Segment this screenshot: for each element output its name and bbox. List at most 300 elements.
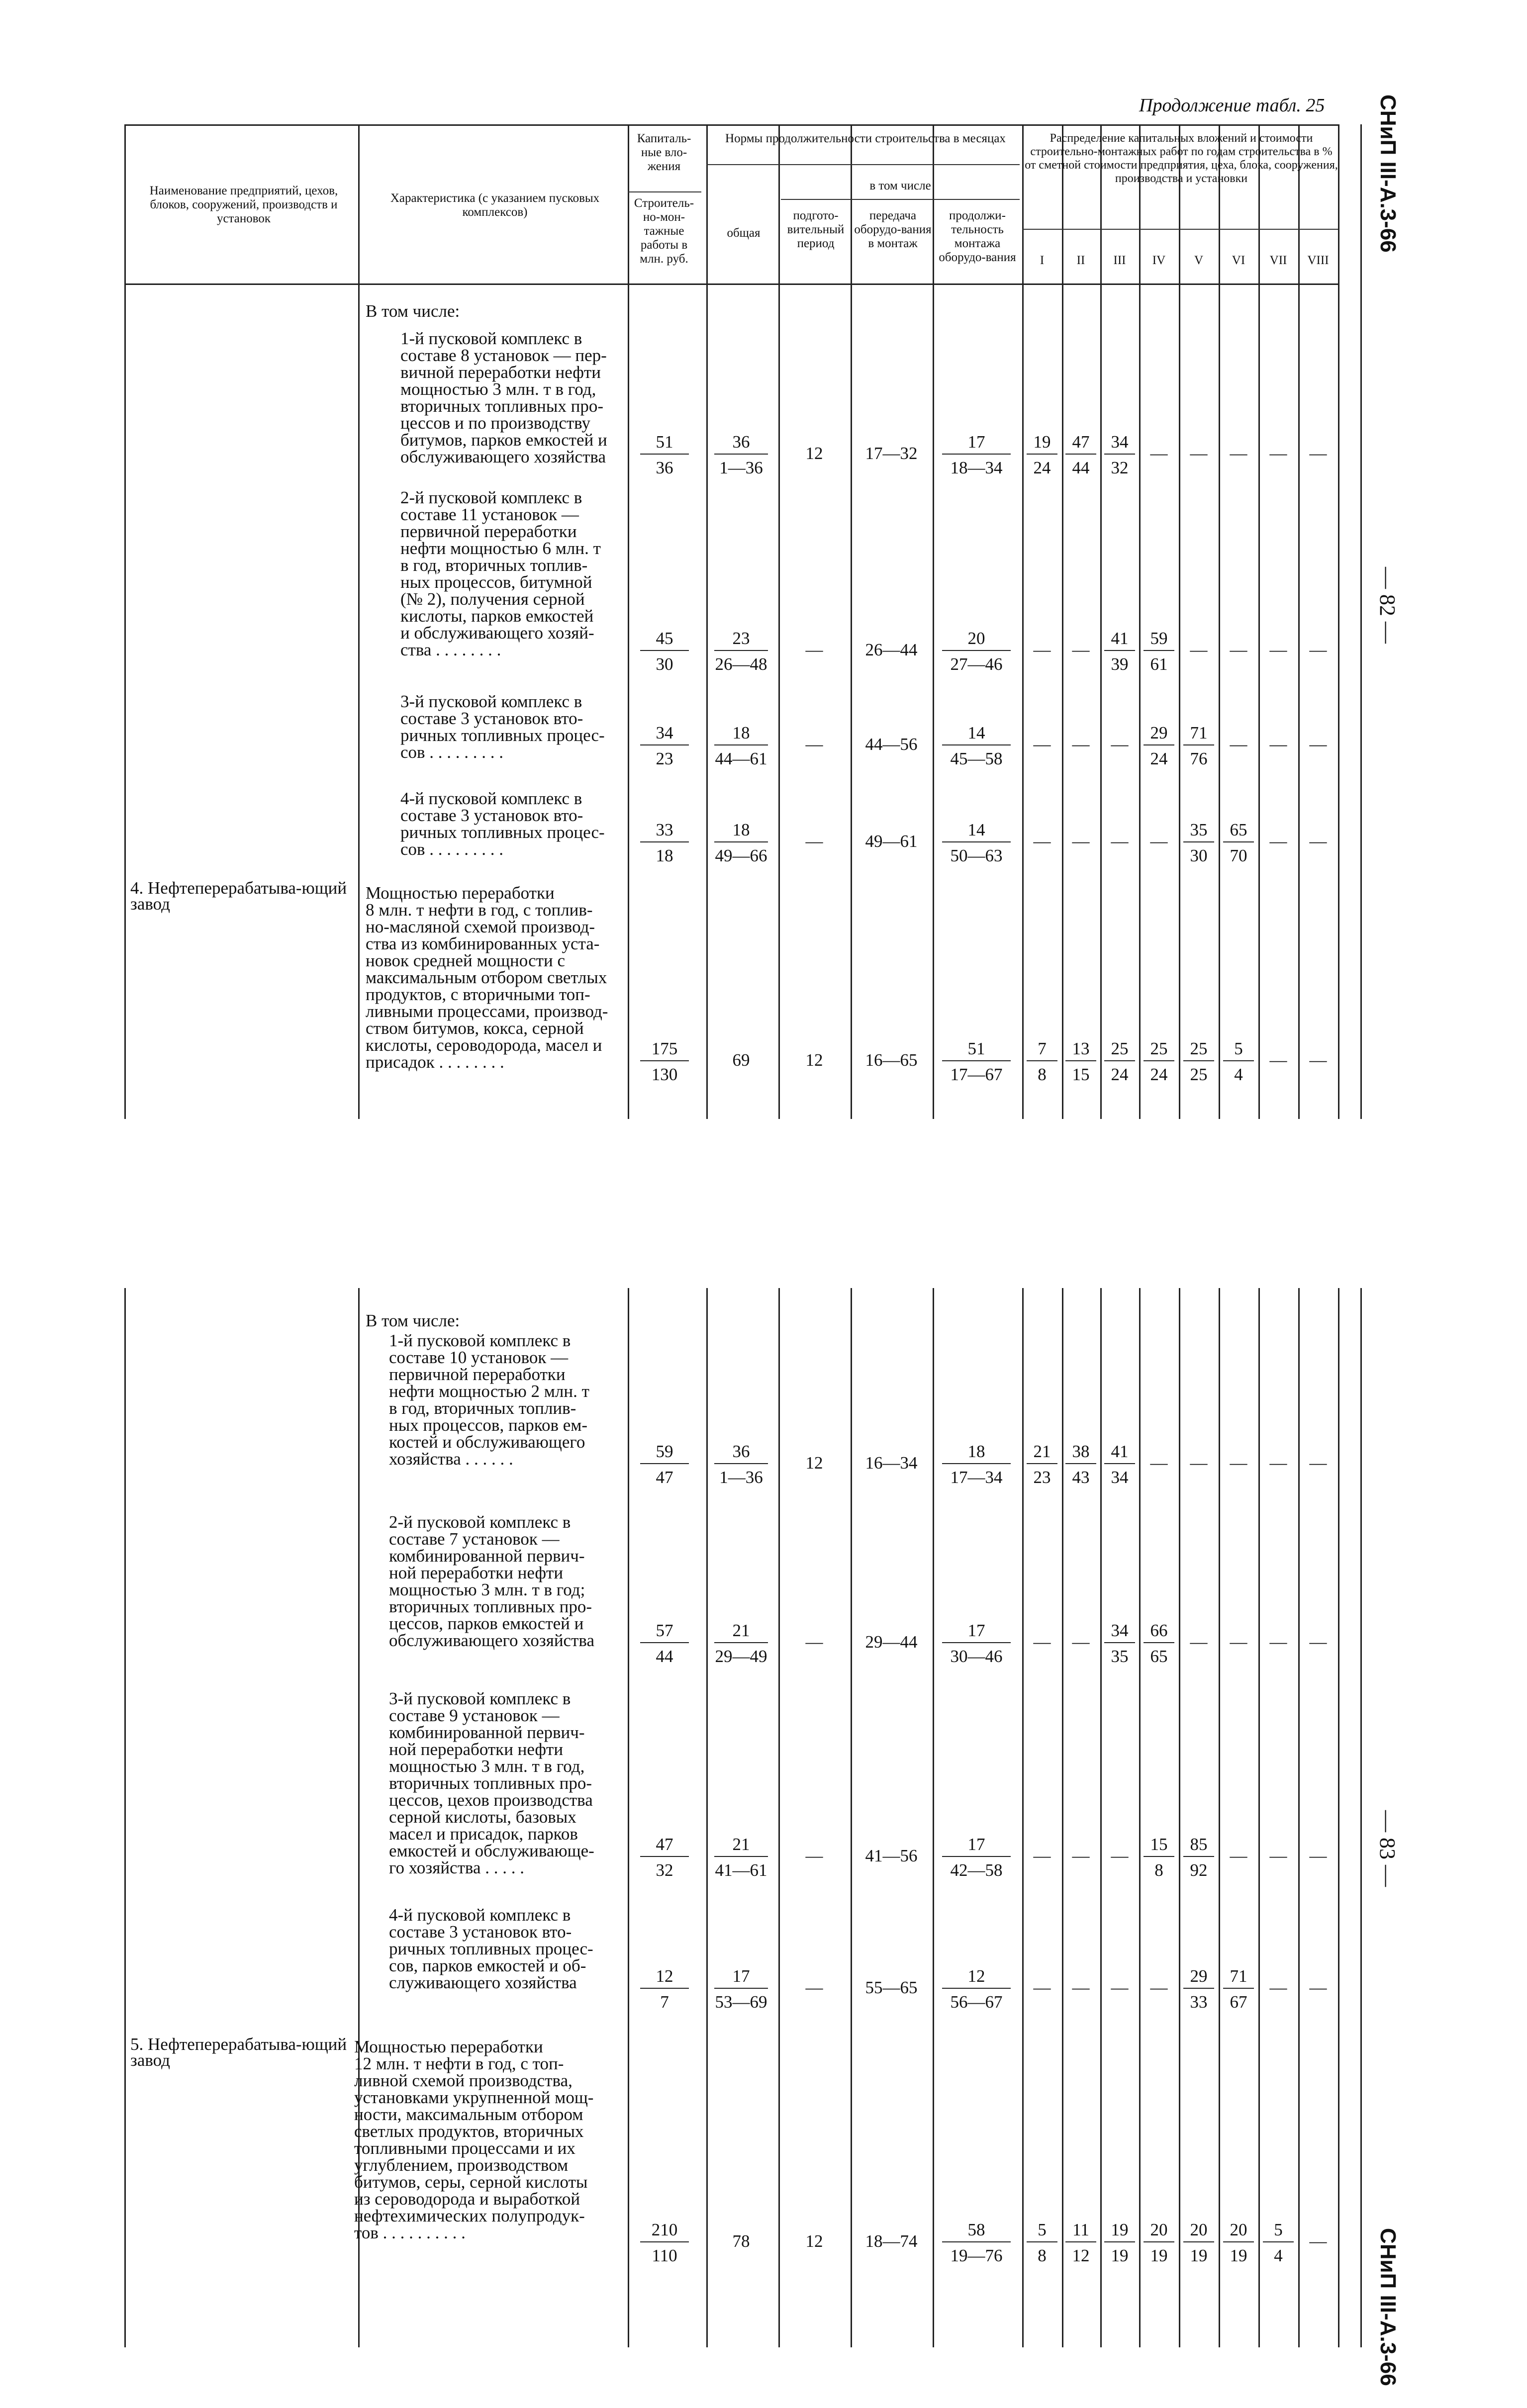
- table2-row-3-desc-line-4: ной переработки нефти: [389, 1740, 564, 1759]
- table1-row-1-year-1-fraction-bar: [1027, 454, 1057, 455]
- table1-row-2-year-7: —: [1269, 640, 1287, 659]
- table2-row-2-year-5: —: [1190, 1632, 1208, 1652]
- table2-row-3-general-fraction-bar: [714, 1856, 768, 1857]
- table2-row-5-year-4-numerator: 20: [1150, 2220, 1168, 2239]
- table2-row-4-transfer: 55—65: [865, 1978, 918, 1997]
- table2-row-4-duration-numerator: 12: [967, 1966, 985, 1986]
- table2-row-4-year-6-numerator: 71: [1230, 1966, 1247, 1986]
- table1-col-rule-9: [1062, 124, 1063, 1119]
- table2-row-5-year-3-fraction-bar: [1104, 2241, 1135, 2242]
- table1-row-4-general-fraction-bar: [714, 841, 768, 842]
- table1-row-3-year-1: —: [1033, 735, 1051, 754]
- header-norms-divider: [706, 164, 1020, 165]
- table2-row-5-year-1-denominator: 8: [1038, 2246, 1047, 2265]
- table2-row-1-year-1-denominator: 23: [1033, 1468, 1051, 1487]
- table1-row-5-year-4-numerator: 25: [1150, 1039, 1168, 1058]
- table2-row-3-desc-line-9: масел и присадок, парков: [389, 1824, 578, 1844]
- table1-col-rule-16: [1338, 124, 1339, 1119]
- table2-row-2-general-denominator: 29—49: [715, 1647, 767, 1666]
- table2-row-5-desc-line-5: ности, максимальным отбором: [354, 2105, 583, 2124]
- table2-row-1-year-2: [1062, 1442, 1099, 1487]
- table2-row-2-year-3-fraction-bar: [1104, 1642, 1135, 1643]
- table2-row-3-desc-line-5: мощностью 3 млн. т в год,: [389, 1757, 585, 1776]
- table1-row-3-year-4-fraction-bar: [1144, 744, 1174, 745]
- header-year-3: III: [1113, 254, 1126, 267]
- table2-row-1-desc-line-1: 1-й пусковой комплекс в: [389, 1331, 571, 1350]
- table2-row-3-year-6: —: [1230, 1846, 1247, 1865]
- table2-col-rule-4: [706, 1288, 708, 2347]
- table2-row-5-capital-denominator: 110: [652, 2246, 677, 2265]
- table1-row-3-duration-numerator: 14: [967, 723, 985, 742]
- table2-row-5-year-4: [1141, 2221, 1177, 2265]
- table2-row-5-year-5-numerator: 20: [1190, 2220, 1208, 2239]
- table2-row-3-duration-denominator: 42—58: [950, 1860, 1003, 1880]
- table1-row-3-year-7: —: [1269, 735, 1287, 754]
- table1-row-2-year-5: —: [1190, 640, 1208, 659]
- table1-row-4-year-5: [1180, 821, 1217, 865]
- table2-row-1-transfer: 16—34: [865, 1453, 918, 1473]
- table1-row-5-enterprise-name: 4. Нефтеперерабатыва-ющий завод: [130, 878, 347, 914]
- table2-row-1-general-fraction-bar: [714, 1463, 768, 1464]
- table2-row-5-desc-line-1: Мощностью переработки: [354, 2037, 543, 2056]
- table1-row-2-year-1: —: [1033, 640, 1051, 659]
- table2-row-2-year-3-denominator: 35: [1111, 1647, 1129, 1666]
- table1-row-2-year-3: [1101, 629, 1138, 674]
- table1-row-3-year-5-denominator: 76: [1190, 749, 1208, 768]
- table2-row-5-year-3-numerator: 19: [1111, 2220, 1129, 2239]
- table2-row-4-general-denominator: 53—69: [715, 1992, 767, 2012]
- table1-row-5-year-1-numerator: 7: [1038, 1039, 1047, 1058]
- header-year-1: I: [1040, 254, 1045, 267]
- table1-row-4-desc-line-3: ричных топливных процес-: [400, 823, 605, 842]
- header-year-2: II: [1076, 254, 1085, 267]
- table2-row-5-year-3: [1101, 2221, 1138, 2265]
- table2-row-3-year-5-numerator: 85: [1190, 1835, 1208, 1854]
- table1-row-5-capital-numerator: 175: [651, 1039, 678, 1058]
- table1-col-rule-4: [706, 124, 708, 1119]
- table1-row-4-capital-denominator: 18: [656, 846, 673, 865]
- table1-row-2-year-4-denominator: 61: [1150, 654, 1168, 674]
- table2-row-5-year-2-fraction-bar: [1065, 2241, 1096, 2242]
- side-rule-top: [1360, 124, 1362, 1119]
- table1-row-5-year-6-denominator: 4: [1234, 1065, 1243, 1084]
- table2-row-1-desc-line-4: нефти мощностью 2 млн. т: [389, 1382, 589, 1401]
- table1-row-5-duration-numerator: 51: [967, 1039, 985, 1058]
- table1-row-4-year-5-denominator: 30: [1190, 846, 1208, 865]
- table2-row-4-year-7: —: [1269, 1978, 1287, 1997]
- table1-incl-label: В том числе:: [366, 301, 460, 321]
- table2-row-1-duration: [939, 1442, 1014, 1487]
- table2-row-4-desc-line-1: 4-й пусковой комплекс в: [389, 1905, 571, 1925]
- table2-row-4-capital: [637, 1967, 692, 2012]
- table2-row-4-duration-denominator: 56—67: [950, 1992, 1003, 2012]
- table2-row-2-capital-fraction-bar: [640, 1642, 689, 1643]
- table2-row-2-year-4: [1141, 1621, 1177, 1666]
- table1-row-5-year-4-fraction-bar: [1144, 1060, 1174, 1061]
- table2-row-2-transfer: 29—44: [865, 1632, 918, 1652]
- table2-col-rule-7: [933, 1288, 934, 2347]
- table1-row-1-desc-line-1: 1-й пусковой комплекс в: [400, 329, 582, 348]
- table1-col-rule-11: [1139, 124, 1141, 1119]
- table2-row-5-year-6-fraction-bar: [1223, 2241, 1254, 2242]
- table1-row-4-general-denominator: 49—66: [715, 846, 767, 865]
- table2-row-3-prep: —: [805, 1846, 823, 1865]
- table2-row-5-year-4-fraction-bar: [1144, 2241, 1174, 2242]
- table2-row-1-duration-numerator: 18: [967, 1442, 985, 1461]
- table1-row-3-capital: [637, 724, 692, 768]
- table1-row-5-desc-line-2: 8 млн. т нефти в год, с топлив-: [366, 900, 593, 920]
- header-year-8: VIII: [1307, 254, 1329, 267]
- side-page-83: — 83 —: [1375, 1810, 1400, 1887]
- table1-row-5-year-6: [1220, 1039, 1257, 1084]
- table2-row-5-year-5-denominator: 19: [1190, 2246, 1208, 2265]
- table1-row-1-year-2-numerator: 47: [1072, 432, 1090, 452]
- table1-row-1-general-denominator: 1—36: [719, 458, 763, 477]
- table1-row-3-year-5: [1180, 724, 1217, 768]
- header-incl-divider: [781, 199, 1020, 200]
- table1-row-5-desc-line-6: максимальным отбором светлых: [366, 968, 607, 987]
- table2-row-5-duration: [939, 2221, 1014, 2265]
- table1-row-2-year-3-denominator: 39: [1111, 654, 1129, 674]
- table2-row-3-year-3: —: [1111, 1846, 1129, 1865]
- table2-row-4-year-6: [1220, 1967, 1257, 2012]
- table2-row-5-year-1: [1024, 2221, 1060, 2265]
- table1-row-4-general-numerator: 18: [732, 820, 750, 839]
- table1-row-5-desc-line-7: продуктов, с вторичными топ-: [366, 985, 590, 1004]
- table1-row-1-desc-line-7: битумов, парков емкостей и: [400, 430, 607, 450]
- table1-row-2-desc-line-6: ных процессов, битумной: [400, 572, 592, 592]
- table2-row-2-year-2: —: [1072, 1632, 1090, 1652]
- table1-row-2-prep: —: [805, 640, 823, 659]
- table1-row-1-duration-denominator: 18—34: [950, 458, 1003, 477]
- table2-row-4-prep: —: [805, 1978, 823, 1997]
- table2-row-1-desc-line-7: костей и обслуживающего: [389, 1432, 585, 1452]
- table2-row-3-year-4: [1141, 1835, 1177, 1880]
- table1-row-1-year-5: —: [1190, 444, 1208, 463]
- table2-col-rule-14: [1258, 1288, 1260, 2347]
- table2-row-1-desc-line-2: составе 10 установок —: [389, 1348, 569, 1367]
- table1-row-5-year-1-fraction-bar: [1027, 1060, 1057, 1061]
- table2-row-5-duration-fraction-bar: [942, 2241, 1011, 2242]
- header-year-7: VII: [1269, 254, 1287, 267]
- table2-row-1-year-4: —: [1150, 1453, 1168, 1473]
- table1-row-3-desc-line-2: составе 3 установок вто-: [400, 709, 583, 728]
- table2-row-4-year-5-numerator: 29: [1190, 1966, 1208, 1986]
- table2-row-3-year-5-fraction-bar: [1183, 1856, 1214, 1857]
- table2-row-1-general-numerator: 36: [732, 1442, 750, 1461]
- table2-row-2-desc-line-4: ной переработки нефти: [389, 1563, 564, 1582]
- table2-row-1-capital-fraction-bar: [640, 1463, 689, 1464]
- table2-row-3-desc-line-6: вторичных топливных про-: [389, 1773, 592, 1793]
- table1-row-2-year-4-fraction-bar: [1144, 650, 1174, 651]
- header-distribution-divider: [1022, 229, 1338, 230]
- table2-row-3-duration-numerator: 17: [967, 1835, 985, 1854]
- table1-row-4-duration-denominator: 50—63: [950, 846, 1003, 865]
- table1-row-3-general-numerator: 18: [732, 723, 750, 742]
- table1-row-3-general: [711, 724, 771, 768]
- table1-row-3-year-5-fraction-bar: [1183, 744, 1214, 745]
- table1-row-5-year-6-numerator: 5: [1234, 1039, 1243, 1058]
- header-duration: продолжи-тельность монтажа оборудо-вания: [939, 209, 1016, 264]
- table2-row-1-year-2-fraction-bar: [1065, 1463, 1096, 1464]
- table1-row-5-capital: [637, 1039, 692, 1084]
- table1-row-5-year-4: [1141, 1039, 1177, 1084]
- table2-row-2-capital: [637, 1621, 692, 1666]
- table1-row-2-year-8: —: [1309, 640, 1327, 659]
- table2-row-2-capital-denominator: 44: [656, 1647, 673, 1666]
- table2-row-3-duration-fraction-bar: [942, 1856, 1011, 1857]
- table1-row-4-duration-fraction-bar: [942, 841, 1011, 842]
- table2-row-5-desc-line-12: тов . . . . . . . . . .: [354, 2223, 466, 2242]
- table2-row-4-duration-fraction-bar: [942, 1988, 1011, 1989]
- table2-row-3-year-4-numerator: 15: [1150, 1835, 1168, 1854]
- table2-row-5-transfer: 18—74: [865, 2231, 918, 2251]
- table2-row-5-duration-denominator: 19—76: [950, 2246, 1003, 2265]
- table1-row-2-general: [711, 629, 771, 674]
- table1-row-2-year-4-numerator: 59: [1150, 629, 1168, 648]
- table1-row-5-desc-line-1: Мощностью переработки: [366, 883, 555, 903]
- header-cap-top: Капиталь-ные вло-жения: [637, 132, 691, 173]
- table2-row-5-prep: 12: [805, 2231, 823, 2251]
- table1-row-4-capital: [637, 821, 692, 865]
- table2-row-3-general-numerator: 21: [732, 1835, 750, 1854]
- table2-row-4-year-6-denominator: 67: [1230, 1992, 1247, 2012]
- table1-row-1-desc-line-8: обслуживающего хозяйства: [400, 447, 606, 466]
- table1-row-1-year-1-numerator: 19: [1033, 432, 1051, 452]
- table1-row-2-year-2: —: [1072, 640, 1090, 659]
- table2-row-1-year-3-numerator: 41: [1111, 1442, 1129, 1461]
- table1-col-rule-8: [1022, 124, 1024, 1119]
- table1-row-3-desc-line-1: 3-й пусковой комплекс в: [400, 692, 582, 711]
- table1-row-5-desc-line-10: кислоты, сероводорода, масел и: [366, 1035, 602, 1055]
- table2-row-5-year-8: —: [1309, 2231, 1327, 2251]
- table2-row-2-year-4-numerator: 66: [1150, 1621, 1168, 1640]
- table1-col-rule-6: [851, 124, 852, 1119]
- table1-row-5-prep: 12: [805, 1050, 823, 1070]
- table1-row-1-duration-fraction-bar: [942, 454, 1011, 455]
- table2-row-1-year-1-numerator: 21: [1033, 1442, 1051, 1461]
- table2-row-5-year-5-fraction-bar: [1183, 2241, 1214, 2242]
- table1-row-2-duration-numerator: 20: [967, 629, 985, 648]
- table2-row-2-desc-line-2: составе 7 установок —: [389, 1529, 560, 1549]
- table1-col-rule-5: [778, 124, 780, 1119]
- header-distribution: Распределение капитальных вложений и стоимости строительно-монтажных работ по годам строительства в % от сметной стоимости предприятия, цеха, блока, сооружения, производства и установки: [1025, 132, 1338, 185]
- table1-row-1-capital-fraction-bar: [640, 454, 689, 455]
- table1-row-3-transfer: 44—56: [865, 735, 918, 754]
- table1-row-3-duration-fraction-bar: [942, 744, 1011, 745]
- table2-row-5-year-2: [1062, 2221, 1099, 2265]
- table1-row-5-year-5-fraction-bar: [1183, 1060, 1214, 1061]
- table2-row-1-year-8: —: [1309, 1453, 1327, 1473]
- table2-row-5-desc-line-10: из сероводорода и выработкой: [354, 2189, 580, 2209]
- table1-row-3-general-fraction-bar: [714, 744, 768, 745]
- table2-col-rule-2: [628, 1288, 629, 2347]
- table1-row-2-desc-line-9: и обслуживающего хозяй-: [400, 623, 594, 643]
- header-incl: в том числе: [869, 179, 931, 192]
- table1-row-5-duration-denominator: 17—67: [950, 1065, 1003, 1084]
- table2-row-2-year-4-denominator: 65: [1150, 1647, 1168, 1666]
- table2-row-5-desc-line-3: ливной схемой производства,: [354, 2071, 573, 2090]
- table2-row-1-capital-numerator: 59: [656, 1442, 673, 1461]
- table2-row-3-general-denominator: 41—61: [715, 1860, 767, 1880]
- header-year-5: V: [1194, 254, 1204, 267]
- table1-row-2-year-6: —: [1230, 640, 1247, 659]
- table2-row-3-year-8: —: [1309, 1846, 1327, 1865]
- table1-row-4-duration: [939, 821, 1014, 865]
- table2-row-3-desc-line-1: 3-й пусковой комплекс в: [389, 1689, 571, 1708]
- table2-row-1-year-7: —: [1269, 1453, 1287, 1473]
- table1-row-5-year-2-denominator: 15: [1072, 1065, 1090, 1084]
- table2-row-3-desc-line-2: составе 9 установок —: [389, 1706, 560, 1725]
- header-norms: Нормы продолжительности строительства в месяцах: [725, 132, 1006, 145]
- table1-row-1-year-4: —: [1150, 444, 1168, 463]
- table2-row-3-general: [711, 1835, 771, 1880]
- table2-row-2-duration-numerator: 17: [967, 1621, 985, 1640]
- table1-row-4-year-5-fraction-bar: [1183, 841, 1214, 842]
- table1-row-1-capital-numerator: 51: [656, 432, 673, 452]
- header-char-col: Характеристика (с указанием пусковых комплексов): [390, 191, 600, 219]
- table2-row-4-year-1: —: [1033, 1978, 1051, 1997]
- table1-row-3-year-8: —: [1309, 735, 1327, 754]
- header-transfer: передача оборудо-вания в монтаж: [854, 209, 932, 250]
- table2-row-3-capital-numerator: 47: [656, 1835, 673, 1854]
- table1-row-5-year-2-numerator: 13: [1072, 1039, 1090, 1058]
- side-page-82: — 82 —: [1375, 567, 1400, 644]
- table2-row-2-year-1: —: [1033, 1632, 1051, 1652]
- table1-row-5-year-2-fraction-bar: [1065, 1060, 1096, 1061]
- table2-row-2-general: [711, 1621, 771, 1666]
- table1-col-rule-15: [1298, 124, 1300, 1119]
- table1-row-1-year-8: —: [1309, 444, 1327, 463]
- table1-row-5-year-1-denominator: 8: [1038, 1065, 1047, 1084]
- table1-row-5-general: 69: [732, 1050, 750, 1070]
- table1-row-5-year-3: [1101, 1039, 1138, 1084]
- table2-row-5-year-7-numerator: 5: [1274, 2220, 1283, 2239]
- table2-row-4-duration: [939, 1967, 1014, 2012]
- table2-row-4-capital-fraction-bar: [640, 1988, 689, 1989]
- table1-row-1-year-3-numerator: 34: [1111, 432, 1129, 452]
- table1-row-4-year-4: —: [1150, 832, 1168, 851]
- table2-row-4-capital-denominator: 7: [660, 1992, 669, 2012]
- table1-header-bottom-rule: [124, 283, 1338, 285]
- table2-row-1-prep: 12: [805, 1453, 823, 1473]
- table1-row-3-year-4-denominator: 24: [1150, 749, 1168, 768]
- table2-row-1-capital: [637, 1442, 692, 1487]
- table1-row-2-year-3-fraction-bar: [1104, 650, 1135, 651]
- table2-row-3-year-5: [1180, 1835, 1217, 1880]
- table1-row-4-desc-line-4: сов . . . . . . . . .: [400, 839, 504, 859]
- table1-row-5-year-2: [1062, 1039, 1099, 1084]
- table1-row-1-desc-line-6: цессов и по производству: [400, 413, 590, 433]
- table1-row-2-desc-line-3: первичной переработки: [400, 522, 577, 541]
- side-code-top: СНиП III-А.3-66: [1376, 94, 1400, 253]
- table2-row-5-desc-line-2: 12 млн. т нефти в год, с топ-: [354, 2054, 564, 2073]
- table2-row-2-year-6: —: [1230, 1632, 1247, 1652]
- table2-row-1-year-2-denominator: 43: [1072, 1468, 1090, 1487]
- table2-row-2-desc-line-7: цессов, парков емкостей и: [389, 1614, 584, 1633]
- table2-row-2-general-fraction-bar: [714, 1642, 768, 1643]
- header-year-4: IV: [1152, 254, 1166, 267]
- table2-row-3-duration: [939, 1835, 1014, 1880]
- table1-row-2-duration: [939, 629, 1014, 674]
- table1-row-5-year-3-denominator: 24: [1111, 1065, 1129, 1084]
- table2-row-3-year-1: —: [1033, 1846, 1051, 1865]
- table2-row-3-capital-denominator: 32: [656, 1860, 673, 1880]
- table1-row-2-general-fraction-bar: [714, 650, 768, 651]
- table1-row-1-general-numerator: 36: [732, 432, 750, 452]
- table2-row-3-desc-line-10: емкостей и обслуживающе-: [389, 1841, 594, 1860]
- table2-row-3-transfer: 41—56: [865, 1846, 918, 1865]
- table1-row-2-capital-numerator: 45: [656, 629, 673, 648]
- table2-row-1-desc-line-8: хозяйства . . . . . .: [389, 1449, 513, 1469]
- table1-row-4-duration-numerator: 14: [967, 820, 985, 839]
- table1-row-5-duration-fraction-bar: [942, 1060, 1011, 1061]
- table1-row-4-capital-numerator: 33: [656, 820, 673, 839]
- table2-row-1-duration-denominator: 17—34: [950, 1468, 1003, 1487]
- table1-row-4-year-6-fraction-bar: [1223, 841, 1254, 842]
- table1-row-5-year-4-denominator: 24: [1150, 1065, 1168, 1084]
- table1-row-3-year-4-numerator: 29: [1150, 723, 1168, 742]
- table2-row-1-year-3: [1101, 1442, 1138, 1487]
- side-code-bottom: СНиП III-А.3-66: [1376, 2228, 1400, 2386]
- table2-row-4-general: [711, 1967, 771, 2012]
- table1-row-5-desc-line-9: ством битумов, кокса, серной: [366, 1019, 584, 1038]
- table2-row-1-year-1-fraction-bar: [1027, 1463, 1057, 1464]
- table1-row-5-capital-fraction-bar: [640, 1060, 689, 1061]
- table2-row-5-desc-line-6: светлых продуктов, вторичных: [354, 2122, 584, 2141]
- table2-row-1-year-1: [1024, 1442, 1060, 1487]
- table1-row-2-capital-denominator: 30: [656, 654, 673, 674]
- table2-row-3-year-7: —: [1269, 1846, 1287, 1865]
- table1-row-2-year-3-numerator: 41: [1111, 629, 1129, 648]
- table1-row-3-year-6: —: [1230, 735, 1247, 754]
- table2-row-3-desc-line-3: комбинированной первич-: [389, 1723, 585, 1742]
- table2-row-3-desc-line-11: го хозяйства . . . . .: [389, 1858, 524, 1877]
- table2-row-4-year-2: —: [1072, 1978, 1090, 1997]
- table2-row-2-duration-fraction-bar: [942, 1642, 1011, 1643]
- table2-col-rule-6: [851, 1288, 852, 2347]
- table2-row-5-year-2-numerator: 11: [1072, 2220, 1089, 2239]
- header-cap-divider: [628, 191, 701, 192]
- continuation-caption: Продолжение табл. 25: [1139, 95, 1325, 116]
- table2-row-2-desc-line-1: 2-й пусковой комплекс в: [389, 1512, 571, 1532]
- table1-row-5-desc-line-4: ства из комбинированных уста-: [366, 934, 600, 953]
- table1-row-4-year-6: [1220, 821, 1257, 865]
- table1-row-5-desc-line-11: присадок . . . . . . . .: [366, 1052, 504, 1072]
- table1-row-1-transfer: 17—32: [865, 444, 918, 463]
- table1-row-3-prep: —: [805, 735, 823, 754]
- table1-row-5-year-5-numerator: 25: [1190, 1039, 1208, 1058]
- table2-row-2-year-3: [1101, 1621, 1138, 1666]
- table1-row-2-year-4: [1141, 629, 1177, 674]
- table2-row-2-year-3-numerator: 34: [1111, 1621, 1129, 1640]
- table2-row-1-year-2-numerator: 38: [1072, 1442, 1090, 1461]
- table2-col-rule-0: [124, 1288, 126, 2347]
- table1-row-5-year-3-numerator: 25: [1111, 1039, 1129, 1058]
- table2-row-5-year-6: [1220, 2221, 1257, 2265]
- table1-row-5-duration: [939, 1039, 1014, 1084]
- table1-row-4-year-3: —: [1111, 832, 1129, 851]
- table2-row-4-year-4: —: [1150, 1978, 1168, 1997]
- table1-row-3-year-2: —: [1072, 735, 1090, 754]
- table2-row-5-year-7-fraction-bar: [1263, 2241, 1294, 2242]
- table2-row-4-year-5: [1180, 1967, 1217, 2012]
- table1-row-5-desc-line-5: новок средней мощности с: [366, 951, 565, 970]
- table2-row-3-capital: [637, 1835, 692, 1880]
- table2-row-4-year-3: —: [1111, 1978, 1129, 1997]
- table1-row-4-year-2: —: [1072, 832, 1090, 851]
- table2-row-1-year-3-fraction-bar: [1104, 1463, 1135, 1464]
